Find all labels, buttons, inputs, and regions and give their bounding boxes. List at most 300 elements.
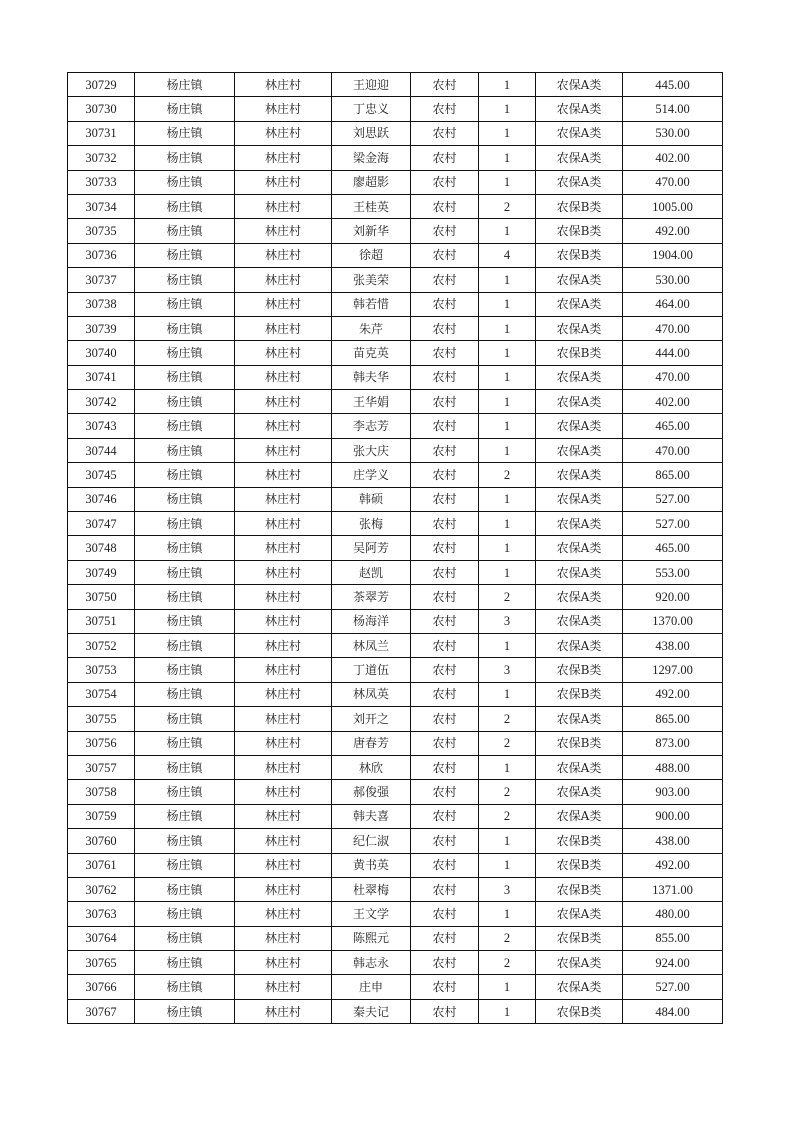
member-count-cell: 1 (479, 682, 536, 706)
member-count-cell: 2 (479, 731, 536, 755)
amount-cell: 527.00 (623, 487, 723, 511)
member-count-cell: 3 (479, 609, 536, 633)
table-row (68, 219, 723, 243)
person-name-cell: 李志芳 (332, 414, 411, 438)
town-cell: 杨庄镇 (135, 97, 235, 121)
person-name-cell: 徐超 (332, 243, 411, 267)
village-cell: 林庄村 (235, 268, 332, 292)
amount-cell: 900.00 (623, 804, 723, 828)
table-row (68, 755, 723, 779)
household-type-cell: 农村 (411, 487, 479, 511)
town-cell: 杨庄镇 (135, 121, 235, 145)
village-cell: 林庄村 (235, 512, 332, 536)
insurance-category-cell: 农保B类 (536, 219, 623, 243)
record-id-cell: 30746 (68, 487, 135, 511)
town-cell: 杨庄镇 (135, 975, 235, 999)
member-count-cell: 1 (479, 512, 536, 536)
table-row (68, 999, 723, 1023)
village-cell: 林庄村 (235, 658, 332, 682)
amount-cell: 553.00 (623, 560, 723, 584)
insurance-category-cell: 农保A类 (536, 512, 623, 536)
member-count-cell: 1 (479, 487, 536, 511)
person-name-cell: 林凤英 (332, 682, 411, 706)
person-name-cell: 庄学义 (332, 463, 411, 487)
household-type-cell: 农村 (411, 73, 479, 97)
person-name-cell: 郝俊强 (332, 780, 411, 804)
record-id-cell: 30750 (68, 585, 135, 609)
amount-cell: 865.00 (623, 463, 723, 487)
person-name-cell: 张梅 (332, 512, 411, 536)
amount-cell: 492.00 (623, 219, 723, 243)
amount-cell: 855.00 (623, 926, 723, 950)
town-cell: 杨庄镇 (135, 804, 235, 828)
member-count-cell: 3 (479, 877, 536, 901)
amount-cell: 445.00 (623, 73, 723, 97)
member-count-cell: 1 (479, 975, 536, 999)
record-id-cell: 30745 (68, 463, 135, 487)
person-name-cell: 刘思跃 (332, 121, 411, 145)
person-name-cell: 朱芹 (332, 316, 411, 340)
household-type-cell: 农村 (411, 853, 479, 877)
insurance-category-cell: 农保A类 (536, 609, 623, 633)
insurance-category-cell: 农保B类 (536, 829, 623, 853)
village-cell: 林庄村 (235, 316, 332, 340)
household-type-cell: 农村 (411, 926, 479, 950)
record-id-cell: 30741 (68, 365, 135, 389)
amount-cell: 1370.00 (623, 609, 723, 633)
table-row (68, 731, 723, 755)
town-cell: 杨庄镇 (135, 146, 235, 170)
town-cell: 杨庄镇 (135, 585, 235, 609)
household-type-cell: 农村 (411, 97, 479, 121)
town-cell: 杨庄镇 (135, 463, 235, 487)
household-type-cell: 农村 (411, 585, 479, 609)
household-type-cell: 农村 (411, 268, 479, 292)
record-id-cell: 30763 (68, 902, 135, 926)
table-row (68, 536, 723, 560)
insurance-category-cell: 农保A类 (536, 902, 623, 926)
insurance-category-cell: 农保B类 (536, 731, 623, 755)
person-name-cell: 林欣 (332, 755, 411, 779)
member-count-cell: 2 (479, 804, 536, 828)
person-name-cell: 丁道伍 (332, 658, 411, 682)
table-row (68, 926, 723, 950)
record-id-cell: 30735 (68, 219, 135, 243)
insurance-category-cell: 农保A类 (536, 780, 623, 804)
person-name-cell: 韩志永 (332, 951, 411, 975)
person-name-cell: 纪仁淑 (332, 829, 411, 853)
record-id-cell: 30739 (68, 316, 135, 340)
town-cell: 杨庄镇 (135, 268, 235, 292)
village-cell: 林庄村 (235, 292, 332, 316)
table-row (68, 975, 723, 999)
amount-cell: 402.00 (623, 390, 723, 414)
table-row (68, 170, 723, 194)
member-count-cell: 1 (479, 121, 536, 145)
insurance-category-cell: 农保A类 (536, 73, 623, 97)
person-name-cell: 丁忠义 (332, 97, 411, 121)
person-name-cell: 王华娟 (332, 390, 411, 414)
town-cell: 杨庄镇 (135, 438, 235, 462)
table-row (68, 390, 723, 414)
town-cell: 杨庄镇 (135, 853, 235, 877)
amount-cell: 465.00 (623, 414, 723, 438)
household-type-cell: 农村 (411, 414, 479, 438)
person-name-cell: 王迎迎 (332, 73, 411, 97)
record-id-cell: 30757 (68, 755, 135, 779)
insurance-category-cell: 农保A类 (536, 560, 623, 584)
household-type-cell: 农村 (411, 194, 479, 218)
village-cell: 林庄村 (235, 682, 332, 706)
village-cell: 林庄村 (235, 707, 332, 731)
record-id-cell: 30734 (68, 194, 135, 218)
amount-cell: 920.00 (623, 585, 723, 609)
person-name-cell: 秦夫记 (332, 999, 411, 1023)
table-body (68, 73, 723, 1024)
member-count-cell: 1 (479, 146, 536, 170)
town-cell: 杨庄镇 (135, 707, 235, 731)
insurance-category-cell: 农保A类 (536, 316, 623, 340)
household-type-cell: 农村 (411, 780, 479, 804)
member-count-cell: 1 (479, 219, 536, 243)
amount-cell: 1297.00 (623, 658, 723, 682)
person-name-cell: 茶翠芳 (332, 585, 411, 609)
member-count-cell: 1 (479, 536, 536, 560)
insurance-category-cell: 农保B类 (536, 658, 623, 682)
town-cell: 杨庄镇 (135, 609, 235, 633)
table-row (68, 463, 723, 487)
village-cell: 林庄村 (235, 341, 332, 365)
table-row (68, 121, 723, 145)
town-cell: 杨庄镇 (135, 341, 235, 365)
town-cell: 杨庄镇 (135, 682, 235, 706)
village-cell: 林庄村 (235, 463, 332, 487)
person-name-cell: 吴阿芳 (332, 536, 411, 560)
household-type-cell: 农村 (411, 877, 479, 901)
household-type-cell: 农村 (411, 170, 479, 194)
member-count-cell: 2 (479, 780, 536, 804)
town-cell: 杨庄镇 (135, 560, 235, 584)
table-row (68, 341, 723, 365)
record-id-cell: 30744 (68, 438, 135, 462)
town-cell: 杨庄镇 (135, 487, 235, 511)
village-cell: 林庄村 (235, 97, 332, 121)
insurance-category-cell: 农保B类 (536, 999, 623, 1023)
town-cell: 杨庄镇 (135, 731, 235, 755)
table-row (68, 804, 723, 828)
table-row (68, 877, 723, 901)
member-count-cell: 4 (479, 243, 536, 267)
member-count-cell: 1 (479, 268, 536, 292)
village-cell: 林庄村 (235, 804, 332, 828)
town-cell: 杨庄镇 (135, 414, 235, 438)
amount-cell: 484.00 (623, 999, 723, 1023)
table-row (68, 487, 723, 511)
insurance-category-cell: 农保B类 (536, 682, 623, 706)
insurance-category-cell: 农保A类 (536, 633, 623, 657)
member-count-cell: 1 (479, 755, 536, 779)
village-cell: 林庄村 (235, 975, 332, 999)
insurance-category-cell: 农保A类 (536, 97, 623, 121)
person-name-cell: 韩硕 (332, 487, 411, 511)
table-row (68, 292, 723, 316)
village-cell: 林庄村 (235, 609, 332, 633)
record-id-cell: 30731 (68, 121, 135, 145)
village-cell: 林庄村 (235, 829, 332, 853)
insurance-category-cell: 农保B类 (536, 926, 623, 950)
record-id-cell: 30752 (68, 633, 135, 657)
table-row (68, 414, 723, 438)
amount-cell: 492.00 (623, 682, 723, 706)
record-id-cell: 30751 (68, 609, 135, 633)
amount-cell: 492.00 (623, 853, 723, 877)
person-name-cell: 陈熙元 (332, 926, 411, 950)
record-id-cell: 30755 (68, 707, 135, 731)
household-type-cell: 农村 (411, 146, 479, 170)
town-cell: 杨庄镇 (135, 194, 235, 218)
table-row (68, 780, 723, 804)
table-row (68, 268, 723, 292)
village-cell: 林庄村 (235, 902, 332, 926)
amount-cell: 873.00 (623, 731, 723, 755)
record-id-cell: 30742 (68, 390, 135, 414)
member-count-cell: 2 (479, 585, 536, 609)
household-type-cell: 农村 (411, 316, 479, 340)
village-cell: 林庄村 (235, 585, 332, 609)
table-row (68, 707, 723, 731)
record-id-cell: 30743 (68, 414, 135, 438)
person-name-cell: 杜翠梅 (332, 877, 411, 901)
village-cell: 林庄村 (235, 219, 332, 243)
insurance-category-cell: 农保B类 (536, 341, 623, 365)
table-row (68, 585, 723, 609)
amount-cell: 1371.00 (623, 877, 723, 901)
table-row (68, 243, 723, 267)
person-name-cell: 王文学 (332, 902, 411, 926)
town-cell: 杨庄镇 (135, 633, 235, 657)
household-type-cell: 农村 (411, 682, 479, 706)
person-name-cell: 张美荣 (332, 268, 411, 292)
amount-cell: 527.00 (623, 975, 723, 999)
household-type-cell: 农村 (411, 731, 479, 755)
member-count-cell: 2 (479, 707, 536, 731)
amount-cell: 1005.00 (623, 194, 723, 218)
town-cell: 杨庄镇 (135, 292, 235, 316)
member-count-cell: 1 (479, 829, 536, 853)
town-cell: 杨庄镇 (135, 951, 235, 975)
member-count-cell: 1 (479, 341, 536, 365)
member-count-cell: 1 (479, 316, 536, 340)
amount-cell: 470.00 (623, 170, 723, 194)
member-count-cell: 1 (479, 170, 536, 194)
insurance-category-cell: 农保A类 (536, 414, 623, 438)
table-row (68, 512, 723, 536)
town-cell: 杨庄镇 (135, 390, 235, 414)
person-name-cell: 韩夫喜 (332, 804, 411, 828)
amount-cell: 465.00 (623, 536, 723, 560)
member-count-cell: 1 (479, 902, 536, 926)
table-row (68, 658, 723, 682)
household-type-cell: 农村 (411, 219, 479, 243)
amount-cell: 865.00 (623, 707, 723, 731)
amount-cell: 527.00 (623, 512, 723, 536)
member-count-cell: 1 (479, 633, 536, 657)
record-id-cell: 30762 (68, 877, 135, 901)
amount-cell: 438.00 (623, 633, 723, 657)
town-cell: 杨庄镇 (135, 902, 235, 926)
record-id-cell: 30766 (68, 975, 135, 999)
record-id-cell: 30730 (68, 97, 135, 121)
insurance-category-cell: 农保A类 (536, 975, 623, 999)
village-cell: 林庄村 (235, 560, 332, 584)
insurance-category-cell: 农保A类 (536, 268, 623, 292)
household-type-cell: 农村 (411, 243, 479, 267)
amount-cell: 480.00 (623, 902, 723, 926)
insurance-category-cell: 农保A类 (536, 146, 623, 170)
town-cell: 杨庄镇 (135, 243, 235, 267)
member-count-cell: 1 (479, 97, 536, 121)
household-type-cell: 农村 (411, 633, 479, 657)
table-row (68, 97, 723, 121)
record-id-cell: 30740 (68, 341, 135, 365)
town-cell: 杨庄镇 (135, 780, 235, 804)
table-row (68, 829, 723, 853)
member-count-cell: 2 (479, 463, 536, 487)
table-row (68, 73, 723, 97)
village-cell: 林庄村 (235, 633, 332, 657)
person-name-cell: 王桂英 (332, 194, 411, 218)
member-count-cell: 2 (479, 194, 536, 218)
household-type-cell: 农村 (411, 609, 479, 633)
town-cell: 杨庄镇 (135, 170, 235, 194)
member-count-cell: 3 (479, 658, 536, 682)
member-count-cell: 1 (479, 390, 536, 414)
amount-cell: 402.00 (623, 146, 723, 170)
record-id-cell: 30749 (68, 560, 135, 584)
village-cell: 林庄村 (235, 170, 332, 194)
amount-cell: 1904.00 (623, 243, 723, 267)
person-name-cell: 庄申 (332, 975, 411, 999)
insurance-category-cell: 农保A类 (536, 536, 623, 560)
person-name-cell: 苗克英 (332, 341, 411, 365)
insurance-category-cell: 农保A类 (536, 707, 623, 731)
amount-cell: 470.00 (623, 438, 723, 462)
household-type-cell: 农村 (411, 512, 479, 536)
insurance-category-cell: 农保A类 (536, 121, 623, 145)
insurance-category-cell: 农保B类 (536, 853, 623, 877)
member-count-cell: 1 (479, 560, 536, 584)
insurance-category-cell: 农保B类 (536, 243, 623, 267)
person-name-cell: 刘开之 (332, 707, 411, 731)
household-type-cell: 农村 (411, 390, 479, 414)
person-name-cell: 林凤兰 (332, 633, 411, 657)
household-type-cell: 农村 (411, 536, 479, 560)
town-cell: 杨庄镇 (135, 536, 235, 560)
village-cell: 林庄村 (235, 780, 332, 804)
insurance-category-cell: 农保A类 (536, 170, 623, 194)
town-cell: 杨庄镇 (135, 829, 235, 853)
table-row (68, 316, 723, 340)
amount-cell: 903.00 (623, 780, 723, 804)
table-row (68, 853, 723, 877)
village-cell: 林庄村 (235, 414, 332, 438)
town-cell: 杨庄镇 (135, 73, 235, 97)
table-row (68, 609, 723, 633)
village-cell: 林庄村 (235, 121, 332, 145)
table-row (68, 902, 723, 926)
village-cell: 林庄村 (235, 731, 332, 755)
member-count-cell: 1 (479, 365, 536, 389)
village-cell: 林庄村 (235, 999, 332, 1023)
record-id-cell: 30729 (68, 73, 135, 97)
town-cell: 杨庄镇 (135, 926, 235, 950)
member-count-cell: 1 (479, 853, 536, 877)
household-type-cell: 农村 (411, 755, 479, 779)
village-cell: 林庄村 (235, 951, 332, 975)
table-row (68, 438, 723, 462)
person-name-cell: 赵凯 (332, 560, 411, 584)
household-type-cell: 农村 (411, 341, 479, 365)
village-cell: 林庄村 (235, 146, 332, 170)
village-cell: 林庄村 (235, 877, 332, 901)
record-id-cell: 30760 (68, 829, 135, 853)
person-name-cell: 韩若惜 (332, 292, 411, 316)
record-id-cell: 30748 (68, 536, 135, 560)
record-id-cell: 30738 (68, 292, 135, 316)
household-type-cell: 农村 (411, 951, 479, 975)
records-table (67, 72, 723, 1024)
town-cell: 杨庄镇 (135, 365, 235, 389)
amount-cell: 464.00 (623, 292, 723, 316)
amount-cell: 924.00 (623, 951, 723, 975)
table-row (68, 560, 723, 584)
household-type-cell: 农村 (411, 365, 479, 389)
household-type-cell: 农村 (411, 707, 479, 731)
person-name-cell: 韩夫华 (332, 365, 411, 389)
person-name-cell: 廖超影 (332, 170, 411, 194)
person-name-cell: 杨海洋 (332, 609, 411, 633)
household-type-cell: 农村 (411, 999, 479, 1023)
record-id-cell: 30765 (68, 951, 135, 975)
amount-cell: 438.00 (623, 829, 723, 853)
household-type-cell: 农村 (411, 438, 479, 462)
table-row (68, 194, 723, 218)
member-count-cell: 1 (479, 292, 536, 316)
town-cell: 杨庄镇 (135, 512, 235, 536)
village-cell: 林庄村 (235, 365, 332, 389)
town-cell: 杨庄镇 (135, 877, 235, 901)
town-cell: 杨庄镇 (135, 219, 235, 243)
household-type-cell: 农村 (411, 463, 479, 487)
town-cell: 杨庄镇 (135, 999, 235, 1023)
record-id-cell: 30732 (68, 146, 135, 170)
village-cell: 林庄村 (235, 926, 332, 950)
record-id-cell: 30761 (68, 853, 135, 877)
insurance-category-cell: 农保B类 (536, 877, 623, 901)
record-id-cell: 30747 (68, 512, 135, 536)
insurance-category-cell: 农保A类 (536, 292, 623, 316)
town-cell: 杨庄镇 (135, 316, 235, 340)
household-type-cell: 农村 (411, 292, 479, 316)
insurance-category-cell: 农保B类 (536, 194, 623, 218)
record-id-cell: 30759 (68, 804, 135, 828)
insurance-category-cell: 农保A类 (536, 390, 623, 414)
record-id-cell: 30767 (68, 999, 135, 1023)
amount-cell: 488.00 (623, 755, 723, 779)
record-id-cell: 30753 (68, 658, 135, 682)
insurance-category-cell: 农保A类 (536, 438, 623, 462)
household-type-cell: 农村 (411, 804, 479, 828)
